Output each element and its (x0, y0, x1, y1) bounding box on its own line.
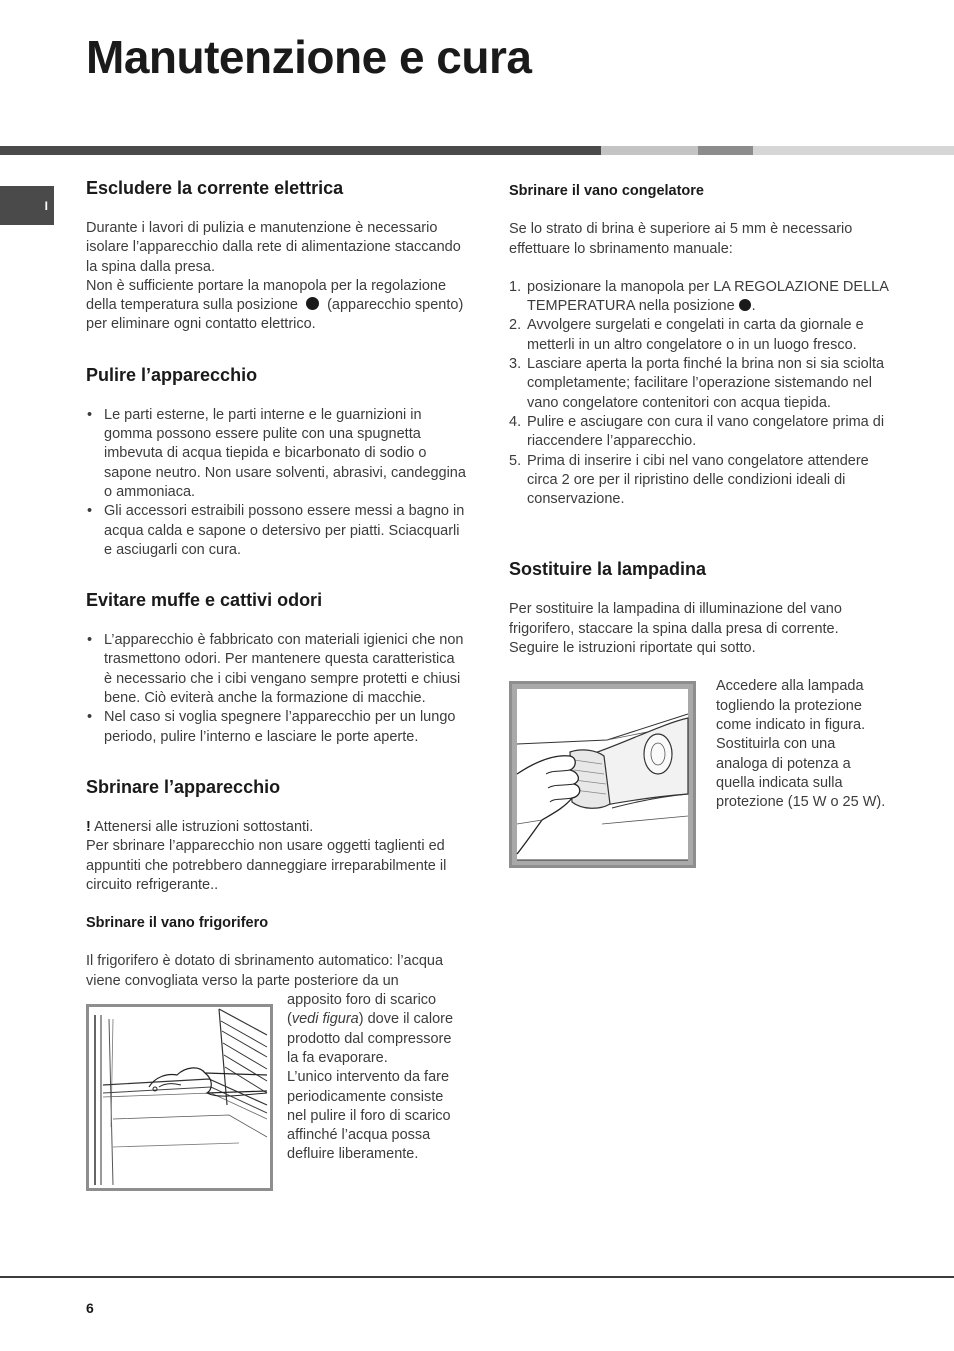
warning-mark: ! (86, 818, 91, 835)
text-run: apposito foro di scarico ( (287, 992, 437, 1028)
text-run-italic: vedi figura (291, 1011, 359, 1028)
cleaning-list (86, 406, 466, 560)
fridge-figure-row (86, 991, 466, 1191)
sub-heading: Sbrinare il vano congelatore (509, 183, 704, 199)
freezer-steps (509, 278, 889, 510)
power-p2-after: (apparecchio spento) per eliminare ogni contatto elettrico. (86, 297, 464, 333)
freezer-intro: Se lo strato di brina è superiore ai 5 mm è necessario effettuare lo sbrinamento manuale: (509, 221, 853, 257)
lamp-side-text: Accedere alla lampada togliendo la protezione come indicato in figura. Sostituirla con una analoga di potenza a quella indicata sulla protezione (15 W o 25 W). (716, 678, 886, 811)
defrost-paragraph: Per sbrinare l’apparecchio non usare oggetti taglienti ed appuntiti che potrebbero danneggiare irreparabilmente il circuito refrigerante.. (86, 838, 447, 893)
section-defrost (86, 775, 466, 1191)
step-text: Lasciare aperta la porta finché la brina non si sia sciolta completamente; facilitare l’operazione sistemando nel vano congelatore contenitori con acqua tiepida. (527, 356, 885, 411)
warning-text: Attenersi alle istruzioni sottostanti. (94, 818, 314, 835)
page-title: Manutenzione e cura (86, 31, 532, 83)
section-heading: Sostituire la lampadina (509, 559, 707, 580)
lamp-intro: Per sostituire la lampadina di illuminazione del vano frigorifero, staccare la spina dalla presa di corrente. Seguire le istruzioni riportate qui sotto. (509, 601, 842, 657)
text-run: ) dove il calore prodotto dal compressore la fa evaporare. (287, 1011, 454, 1066)
step-number: 3. (509, 356, 522, 373)
left-column (86, 176, 466, 1191)
right-column (509, 176, 889, 868)
mould-list (86, 631, 466, 747)
list-item: • L’apparecchio è fabbricato con materiali igienici che non trasmettono odori. Per mantenere questa caratteristica è necessario che i cibi vengano sempre protetti e chiusi bene. Ciò eviterà anche la formazione di macchie. (86, 631, 466, 708)
step-suffix: . (751, 298, 756, 315)
section-heading: Pulire l’apparecchio (86, 364, 258, 385)
section-heading: Escludere la corrente elettrica (86, 178, 344, 198)
section-cleaning (86, 363, 466, 560)
page-number: 6 (86, 1300, 94, 1316)
list-item (509, 355, 889, 413)
power-paragraph-1: Durante i lavori di pulizia e manutenzione è necessario isolare l’apparecchio dalla rete di alimentazione staccando la spina dalla presa. (86, 220, 461, 275)
step-text: posizionare la manopola per LA REGOLAZIONE DELLA TEMPERATURA nella posizione (527, 278, 889, 315)
section-heading: Evitare muffe e cattivi odori (86, 590, 323, 611)
power-p2-before: Non è sufficiente portare la manopola per la regolazione della temperatura sulla posizione (86, 277, 447, 314)
lamp-figure-row (509, 677, 889, 868)
filled-circle-icon (739, 299, 751, 311)
list-item (509, 316, 889, 355)
header-rule-dark (0, 146, 601, 155)
drain-hole-illustration (86, 1004, 273, 1191)
filled-circle-icon (306, 297, 319, 310)
section-mould (86, 588, 466, 747)
step-text: Pulire e asciugare con cura il vano congelatore prima di riaccendere l’apparecchio. (527, 413, 885, 450)
list-item (509, 413, 889, 452)
section-power (86, 176, 466, 335)
language-tab (0, 186, 54, 225)
step-number: 1. (509, 278, 522, 295)
sub-heading: Sbrinare il vano frigorifero (86, 915, 269, 932)
header-rule-light-end (753, 146, 954, 155)
footer-rule (0, 1276, 954, 1278)
defrost-warning (86, 818, 466, 837)
step-number: 2. (509, 317, 522, 334)
list-item: • Gli accessori estraibili possono essere messi a bagno in acqua calda e sapone o detersivo per piatti. Sciacquarli e asciugarli con cura. (86, 502, 466, 560)
header-rule-light (601, 146, 698, 155)
lamp-cover-illustration (509, 681, 696, 868)
language-tab-label: I (44, 198, 48, 213)
list-item: • Le parti esterne, le parti interne e le guarnizioni in gomma possono essere pulite con una spugnetta imbevuta di acqua tiepida e bicarbonato di sodio o sapone neutro. Non usare solventi, abrasivi, candeggina o ammoniaca. (86, 406, 466, 502)
step-text: Avvolgere surgelati e congelati in carta da giornale e metterli in un altro congelatore o in un luogo fresco. (527, 317, 864, 353)
step-number: 4. (509, 413, 522, 430)
fridge-side-paragraph (287, 991, 466, 1068)
list-item: • Nel caso si voglia spegnere l’apparecchio per un lungo periodo, pulire l’interno e lasciare le porte aperte. (86, 708, 466, 747)
fridge-intro: Il frigorifero è dotato di sbrinamento automatico: l’acqua viene convogliata verso la parte posteriore da un (86, 953, 444, 989)
header-rule-mid (698, 146, 753, 155)
section-lamp (509, 557, 889, 868)
step-number: 5. (509, 452, 522, 469)
list-item (509, 278, 889, 317)
fridge-side-text (287, 991, 466, 1191)
fridge-side-paragraph-2: L’unico intervento da fare periodicamente consiste nel pulire il foro di scarico affinché l’acqua possa defluire liberamente. (287, 1069, 451, 1163)
power-paragraph-2 (86, 277, 466, 335)
section-heading: Sbrinare l’apparecchio (86, 776, 281, 797)
list-item (509, 452, 889, 510)
step-text: Prima di inserire i cibi nel vano congelatore attendere circa 2 ore per il ripristino delle condizioni ideali di conservazione. (527, 452, 869, 508)
section-freezer-defrost (509, 182, 889, 509)
